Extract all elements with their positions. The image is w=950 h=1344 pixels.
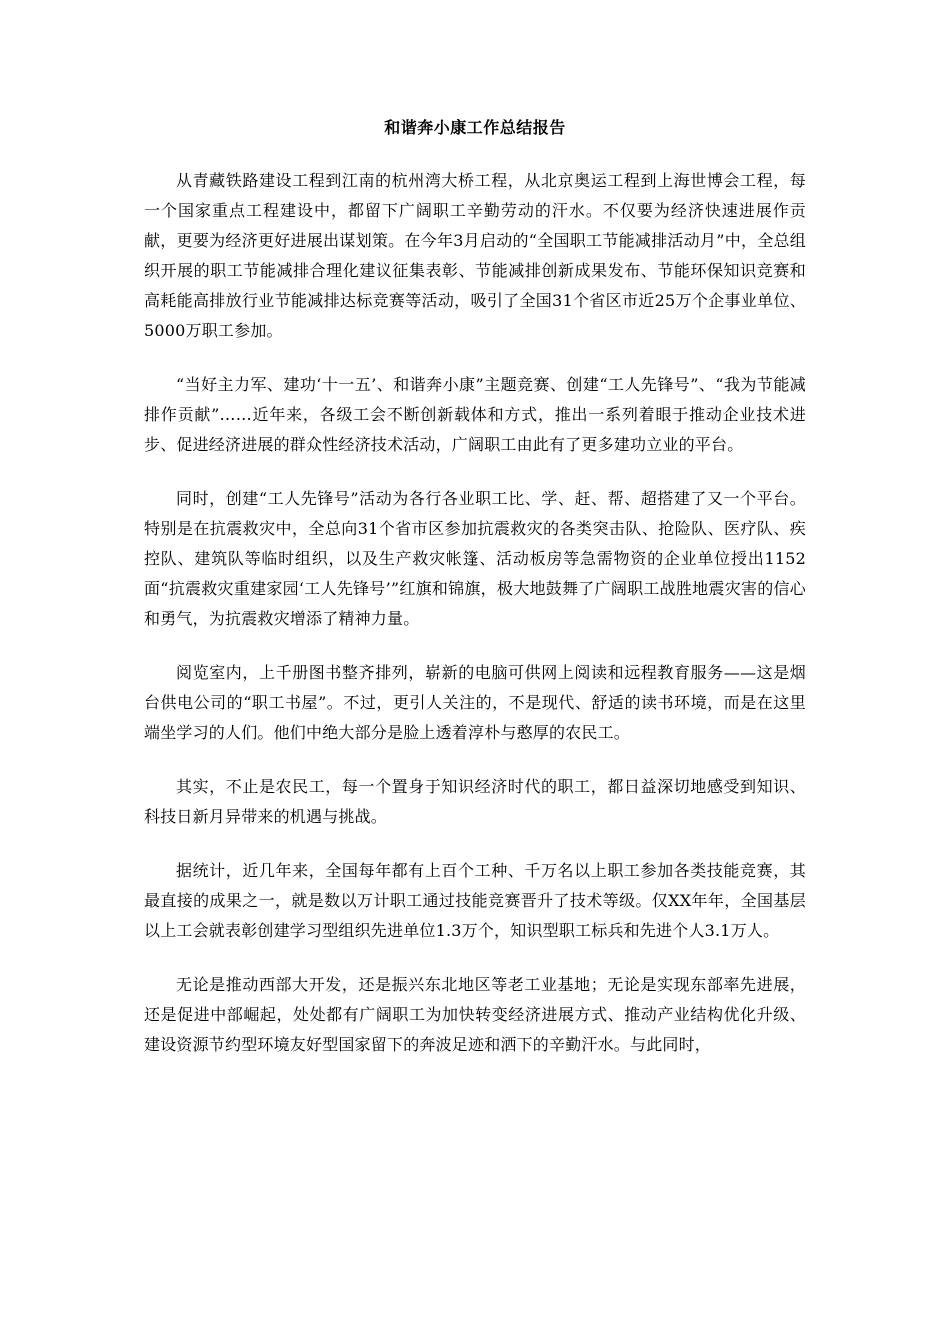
- paragraph-6: 据统计，近几年来，全国每年都有上百个工种、千万名以上职工参加各类技能竞赛，其最直接的成果之一，就是数以万计职工通过技能竞赛晋升了技术等级。仅XX年年，全国基层以上工会就表彰创建学习型组织先进单位1.3万个，知识型职工标兵和先进个人3.1万人。: [144, 861, 806, 940]
- paragraph-1: 从青藏铁路建设工程到江南的杭州湾大桥工程，从北京奥运工程到上海世博会工程，每一个国家重点工程建设中，都留下广阔职工辛勤劳动的汗水。不仅要为经济快速进展作贡献，更要为经济更好进展出谋划策。在今年3月启动的“全国职工节能减排活动月”中，全总组织开展的职工节能减排合理化建议征集表彰、节能减排创新成果发布、节能环保知识竞赛和高耗能高排放行业节能减排达标竞赛等活动，吸引了全国31个省区市近25万个企事业单位、5000万职工参加。: [144, 171, 806, 340]
- document-title: 和谐奔小康工作总结报告: [384, 118, 566, 137]
- document-body: [144, 166, 806, 1084]
- paragraph-3: 同时，创建“工人先锋号”活动为各行各业职工比、学、赶、帮、超搭建了又一个平台。特别是在抗震救灾中，全总向31个省市区参加抗震救灾的各类突击队、抢险队、医疗队、疾控队、建筑队等临时组织，以及生产救灾帐篷、活动板房等急需物资的企业单位授出1152面“抗震救灾重建家园‘工人先锋号’”红旗和锦旗，极大地鼓舞了广阔职工战胜地震灾害的信心和勇气，为抗震救灾增添了精神力量。: [144, 489, 806, 628]
- paragraph-2: “当好主力军、建功‘十一五’、和谐奔小康”主题竞赛、创建“工人先锋号”、“我为节能减排作贡献”……近年来，各级工会不断创新载体和方式，推出一系列着眼于推动企业技术进步、促进经济进展的群众性经济技术活动，广阔职工由此有了更多建功立业的平台。: [144, 375, 806, 454]
- paragraph-7: 无论是推动西部大开发，还是振兴东北地区等老工业基地；无论是实现东部率先进展，还是促进中部崛起，处处都有广阔职工为加快转变经济进展方式、推动产业结构优化升级、建设资源节约型环境友好型国家留下的奔波足迹和洒下的辛勤汗水。与此同时，: [144, 975, 806, 1054]
- paragraph-4: 阅览室内，上千册图书整齐排列，崭新的电脑可供网上阅读和远程教育服务——这是烟台供电公司的“职工书屋”。不过，更引人关注的，不是现代、舒适的读书环境，而是在这里端坐学习的人们。他们中绝大部分是脸上透着淳朴与憨厚的农民工。: [144, 663, 806, 742]
- paragraph-5: 其实，不止是农民工，每一个置身于知识经济时代的职工，都日益深切地感受到知识、科技日新月异带来的机遇与挑战。: [144, 777, 806, 826]
